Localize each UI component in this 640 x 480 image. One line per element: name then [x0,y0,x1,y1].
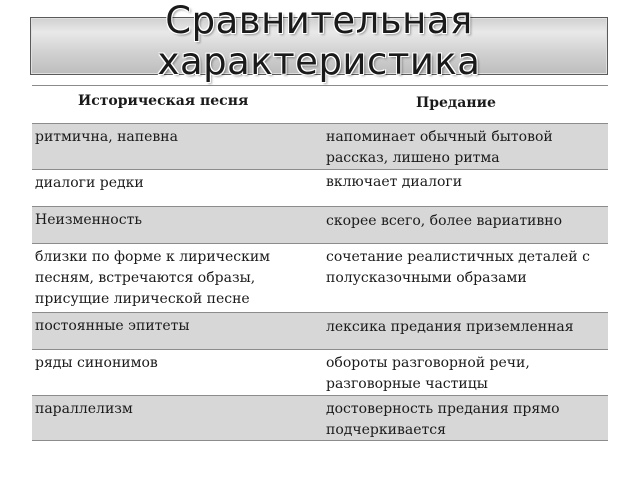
comparison-table [32,85,608,441]
header-historical-song: Историческая песня [78,93,249,109]
table-row [32,244,608,313]
row-2-left-line-1: диалоги редки [35,175,144,191]
row-4-left-line-3: присущие лирической песне [35,291,250,307]
row-7-left-line-1: параллелизм [35,401,133,417]
table-row [32,170,608,207]
row-4-left-line-2: песням, встречаются образы, [35,270,256,286]
row-4-left-line-1: близки по форме к лирическим [35,249,271,265]
header-legend: Предание [416,95,496,111]
row-3-right-line-1: скорее всего, более вариативно [326,213,563,229]
row-3-left-line-1: Неизменность [35,212,142,228]
table-row [32,350,608,396]
row-1-right-line-2: рассказ, лишено ритма [326,150,500,166]
row-7-right-line-1: достоверность предания прямо [326,401,560,417]
table-row [32,396,608,441]
row-6-right-line-2: разговорные частицы [326,376,488,392]
row-4-right-line-2: полусказочными образами [326,270,527,286]
row-7-right-line-2: подчеркивается [326,422,446,438]
row-4-right-line-1: сочетание реалистичных деталей с [326,249,590,265]
table-row [32,313,608,350]
row-1-left-line-1: ритмична, напевна [35,129,178,145]
row-6-right-line-1: обороты разговорной речи, [326,355,530,371]
table-row [32,207,608,244]
slide-title: Сравнительная характеристика [157,0,481,83]
table-header-row [32,86,608,124]
row-6-left-line-1: ряды синонимов [35,355,158,371]
row-1-right-line-1: напоминает обычный бытовой [326,129,553,145]
row-5-left-line-1: постоянные эпитеты [35,318,190,334]
row-2-right-line-1: включает диалоги [326,174,463,190]
table-row [32,124,608,170]
row-5-right-line-1: лексика предания приземленная [326,319,574,335]
